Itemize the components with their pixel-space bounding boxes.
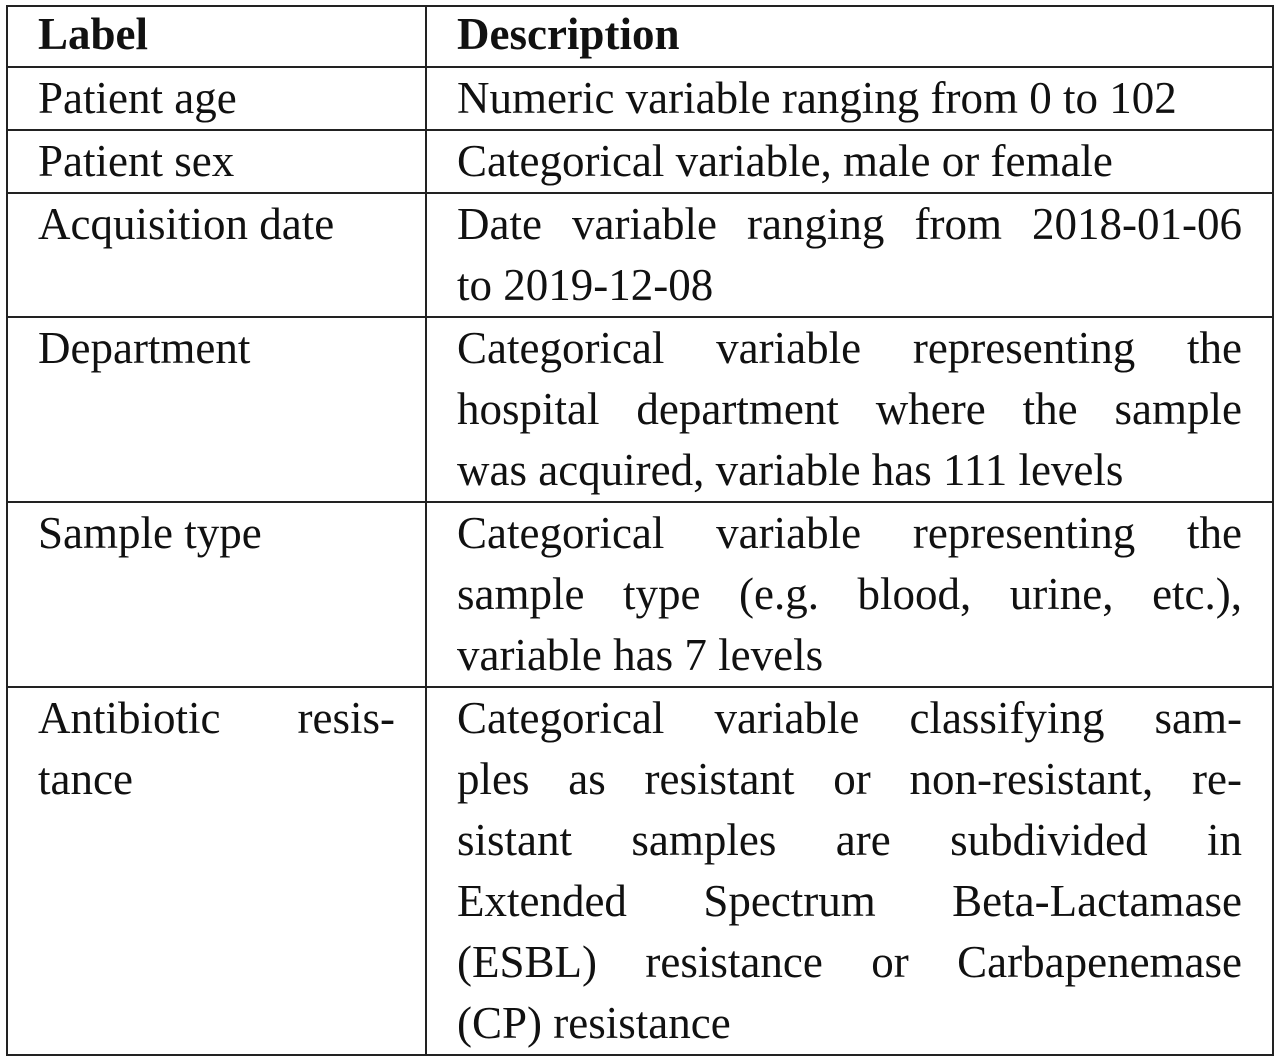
row-description-cell (426, 193, 1273, 317)
row-description-line: variable has 7 levels (457, 630, 824, 680)
row-description-line: (ESBL) resistance or Carbapenemase (457, 937, 1242, 987)
table-row (7, 502, 1273, 687)
table-row (7, 687, 1273, 1055)
row-label-cell (7, 317, 426, 502)
row-description-line: to 2019-12-08 (457, 260, 714, 310)
row-description-line: Categorical variable classifying sam- (457, 693, 1242, 743)
row-label-cell (7, 130, 426, 193)
row-label-line: Patient age (38, 73, 237, 123)
row-description-line: ples as resistant or non-resistant, re- (457, 754, 1242, 804)
row-label-line: Antibiotic resis- (38, 693, 395, 743)
table-header-row (7, 6, 1273, 67)
table-row (7, 317, 1273, 502)
header-description: Description (426, 6, 1273, 67)
row-label-cell (7, 193, 426, 317)
header-label: Label (7, 6, 426, 67)
table-row (7, 193, 1273, 317)
table-row (7, 130, 1273, 193)
row-description-line: sample type (e.g. blood, urine, etc.), (457, 569, 1242, 619)
table-body (7, 67, 1273, 1055)
row-description-line: Numeric variable ranging from 0 to 102 (457, 73, 1177, 123)
table-row (7, 67, 1273, 130)
row-label-cell (7, 502, 426, 687)
row-label-line: Department (38, 323, 251, 373)
row-description-line: Categorical variable, male or female (457, 136, 1113, 186)
row-description-cell (426, 317, 1273, 502)
row-label-line: Acquisition date (38, 199, 335, 249)
row-label-cell (7, 67, 426, 130)
row-description-cell (426, 502, 1273, 687)
row-description-line: Categorical variable representing the (457, 323, 1242, 373)
row-description-line: (CP) resistance (457, 998, 731, 1048)
row-description-line: Date variable ranging from 2018-01-06 (457, 199, 1242, 249)
variables-table (6, 5, 1274, 1056)
row-description-line: Categorical variable representing the (457, 508, 1242, 558)
row-description-cell (426, 687, 1273, 1055)
row-label-line: tance (38, 754, 133, 804)
row-label-cell (7, 687, 426, 1055)
row-description-cell (426, 130, 1273, 193)
row-description-line: Extended Spectrum Beta-Lactamase (457, 876, 1242, 926)
row-description-line: hospital department where the sample (457, 384, 1242, 434)
row-label-line: Patient sex (38, 136, 235, 186)
row-description-cell (426, 67, 1273, 130)
row-description-line: was acquired, variable has 111 levels (457, 445, 1124, 495)
row-description-line: sistant samples are subdivided in (457, 815, 1242, 865)
row-label-line: Sample type (38, 508, 262, 558)
variables-table-container (6, 5, 1272, 1056)
